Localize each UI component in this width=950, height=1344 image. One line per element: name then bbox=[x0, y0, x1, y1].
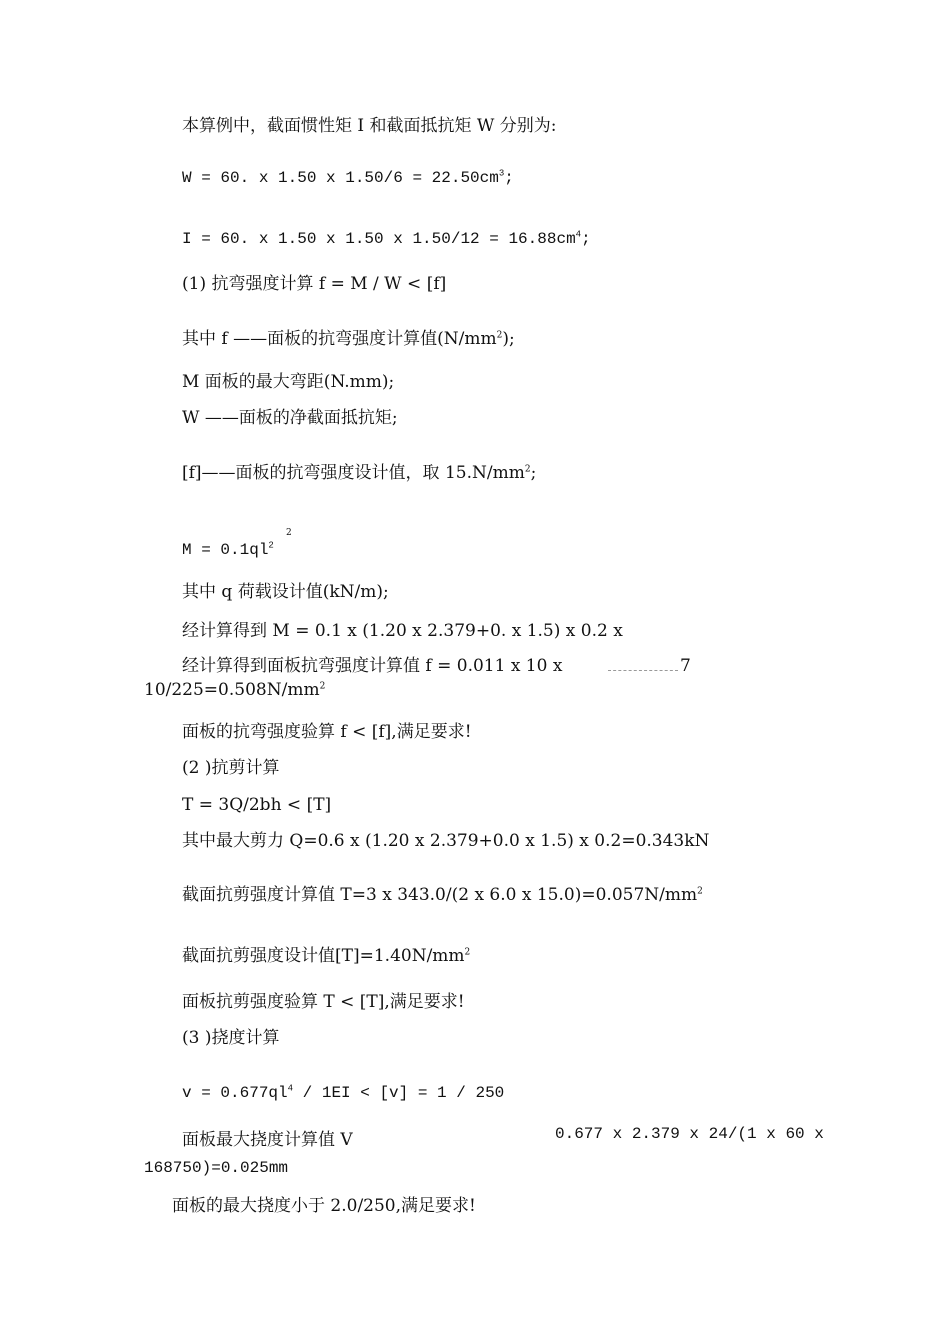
formula-I-end: ; bbox=[581, 230, 591, 248]
design-T bbox=[182, 946, 470, 966]
formula-T: T = 3Q/2bh < [T] bbox=[182, 795, 332, 815]
def-M: M 面板的最大弯距(N.mm); bbox=[182, 372, 395, 392]
calc-M: 经计算得到 M = 0.1 x (1.20 x 2.379+0. x 1.5) x 0.2 x bbox=[182, 621, 623, 641]
calc-Q: 其中最大剪力 Q=0.6 x (1.20 x 2.379+0.0 x 1.5) x 0.2=0.343kN bbox=[182, 831, 710, 851]
blank-placeholder bbox=[608, 670, 678, 671]
def-f-text: 其中 f ——面板的抗弯强度计算值(N/mm bbox=[182, 329, 497, 349]
formula-M bbox=[182, 540, 274, 560]
formula-M-sup: 2 bbox=[268, 540, 274, 551]
formula-W-end: ; bbox=[504, 169, 514, 187]
intro-text: 本算例中，截面惯性矩 I 和截面抵抗矩 W 分别为: bbox=[182, 116, 557, 136]
shear-heading: (2 )抗剪计算 bbox=[182, 758, 280, 778]
formula-v-end: / 1EI < [v] = 1 / 250 bbox=[293, 1084, 505, 1102]
stray-superscript: 2 bbox=[286, 528, 292, 538]
bending-heading: (1) 抗弯强度计算 f = M / W < [f] bbox=[182, 274, 447, 294]
def-f-design-text: [f]——面板的抗弯强度设计值，取 15.N/mm bbox=[182, 463, 525, 483]
deflection-heading: (3 )挠度计算 bbox=[182, 1028, 280, 1048]
calc-V-expression: 0.677 x 2.379 x 24/(1 x 60 x bbox=[555, 1125, 824, 1143]
def-f-sup: 2 bbox=[496, 330, 503, 341]
calc-f: 经计算得到面板抗弯强度计算值 f = 0.011 x 10 x bbox=[182, 656, 563, 676]
formula-W-sup: 3 bbox=[498, 168, 505, 179]
formula-W bbox=[182, 168, 514, 188]
calc-T-text: 截面抗剪强度计算值 T=3 x 343.0/(2 x 6.0 x 15.0)=0.057N/mm bbox=[182, 885, 698, 905]
formula-I-sup: 4 bbox=[575, 229, 582, 240]
formula-I-text: I = 60. x 1.50 x 1.50 x 1.50/12 = 16.88cm bbox=[182, 230, 576, 248]
calc-V-label: 面板最大挠度计算值 V bbox=[182, 1130, 353, 1150]
calc-f-result bbox=[144, 680, 325, 700]
shear-check: 面板抗剪强度验算 T < [T],满足要求! bbox=[182, 992, 465, 1012]
formula-v bbox=[182, 1083, 504, 1103]
calc-f-exponent: 7 bbox=[680, 656, 691, 676]
calc-V-result: 168750)=0.025mm bbox=[144, 1159, 289, 1177]
def-f-end: ); bbox=[502, 329, 515, 349]
def-f-design-sup: 2 bbox=[524, 464, 531, 475]
formula-v-sup: 4 bbox=[287, 1083, 294, 1094]
formula-W-text: W = 60. x 1.50 x 1.50/6 = 22.50cm bbox=[182, 169, 499, 187]
calc-T bbox=[182, 885, 703, 905]
calc-T-sup: 2 bbox=[697, 886, 703, 897]
calc-f-result-text: 10/225=0.508N/mm bbox=[144, 680, 320, 700]
formula-M-text: M = 0.1ql bbox=[182, 541, 269, 559]
design-T-text: 截面抗剪强度设计值[T]=1.40N/mm bbox=[182, 946, 465, 966]
bending-check: 面板的抗弯强度验算 f < [f],满足要求! bbox=[182, 722, 472, 742]
formula-v-text: v = 0.677ql bbox=[182, 1084, 288, 1102]
def-f-design bbox=[182, 463, 536, 483]
def-f bbox=[182, 329, 515, 349]
def-q: 其中 q 荷载设计值(kN/m); bbox=[182, 582, 389, 602]
def-f-design-end: ; bbox=[530, 463, 537, 483]
deflection-check: 面板的最大挠度小于 2.0/250,满足要求! bbox=[172, 1196, 476, 1216]
def-W: W ——面板的净截面抵抗矩; bbox=[182, 408, 398, 428]
formula-I bbox=[182, 229, 591, 249]
design-T-sup: 2 bbox=[464, 947, 471, 958]
calc-f-result-sup: 2 bbox=[319, 681, 326, 692]
